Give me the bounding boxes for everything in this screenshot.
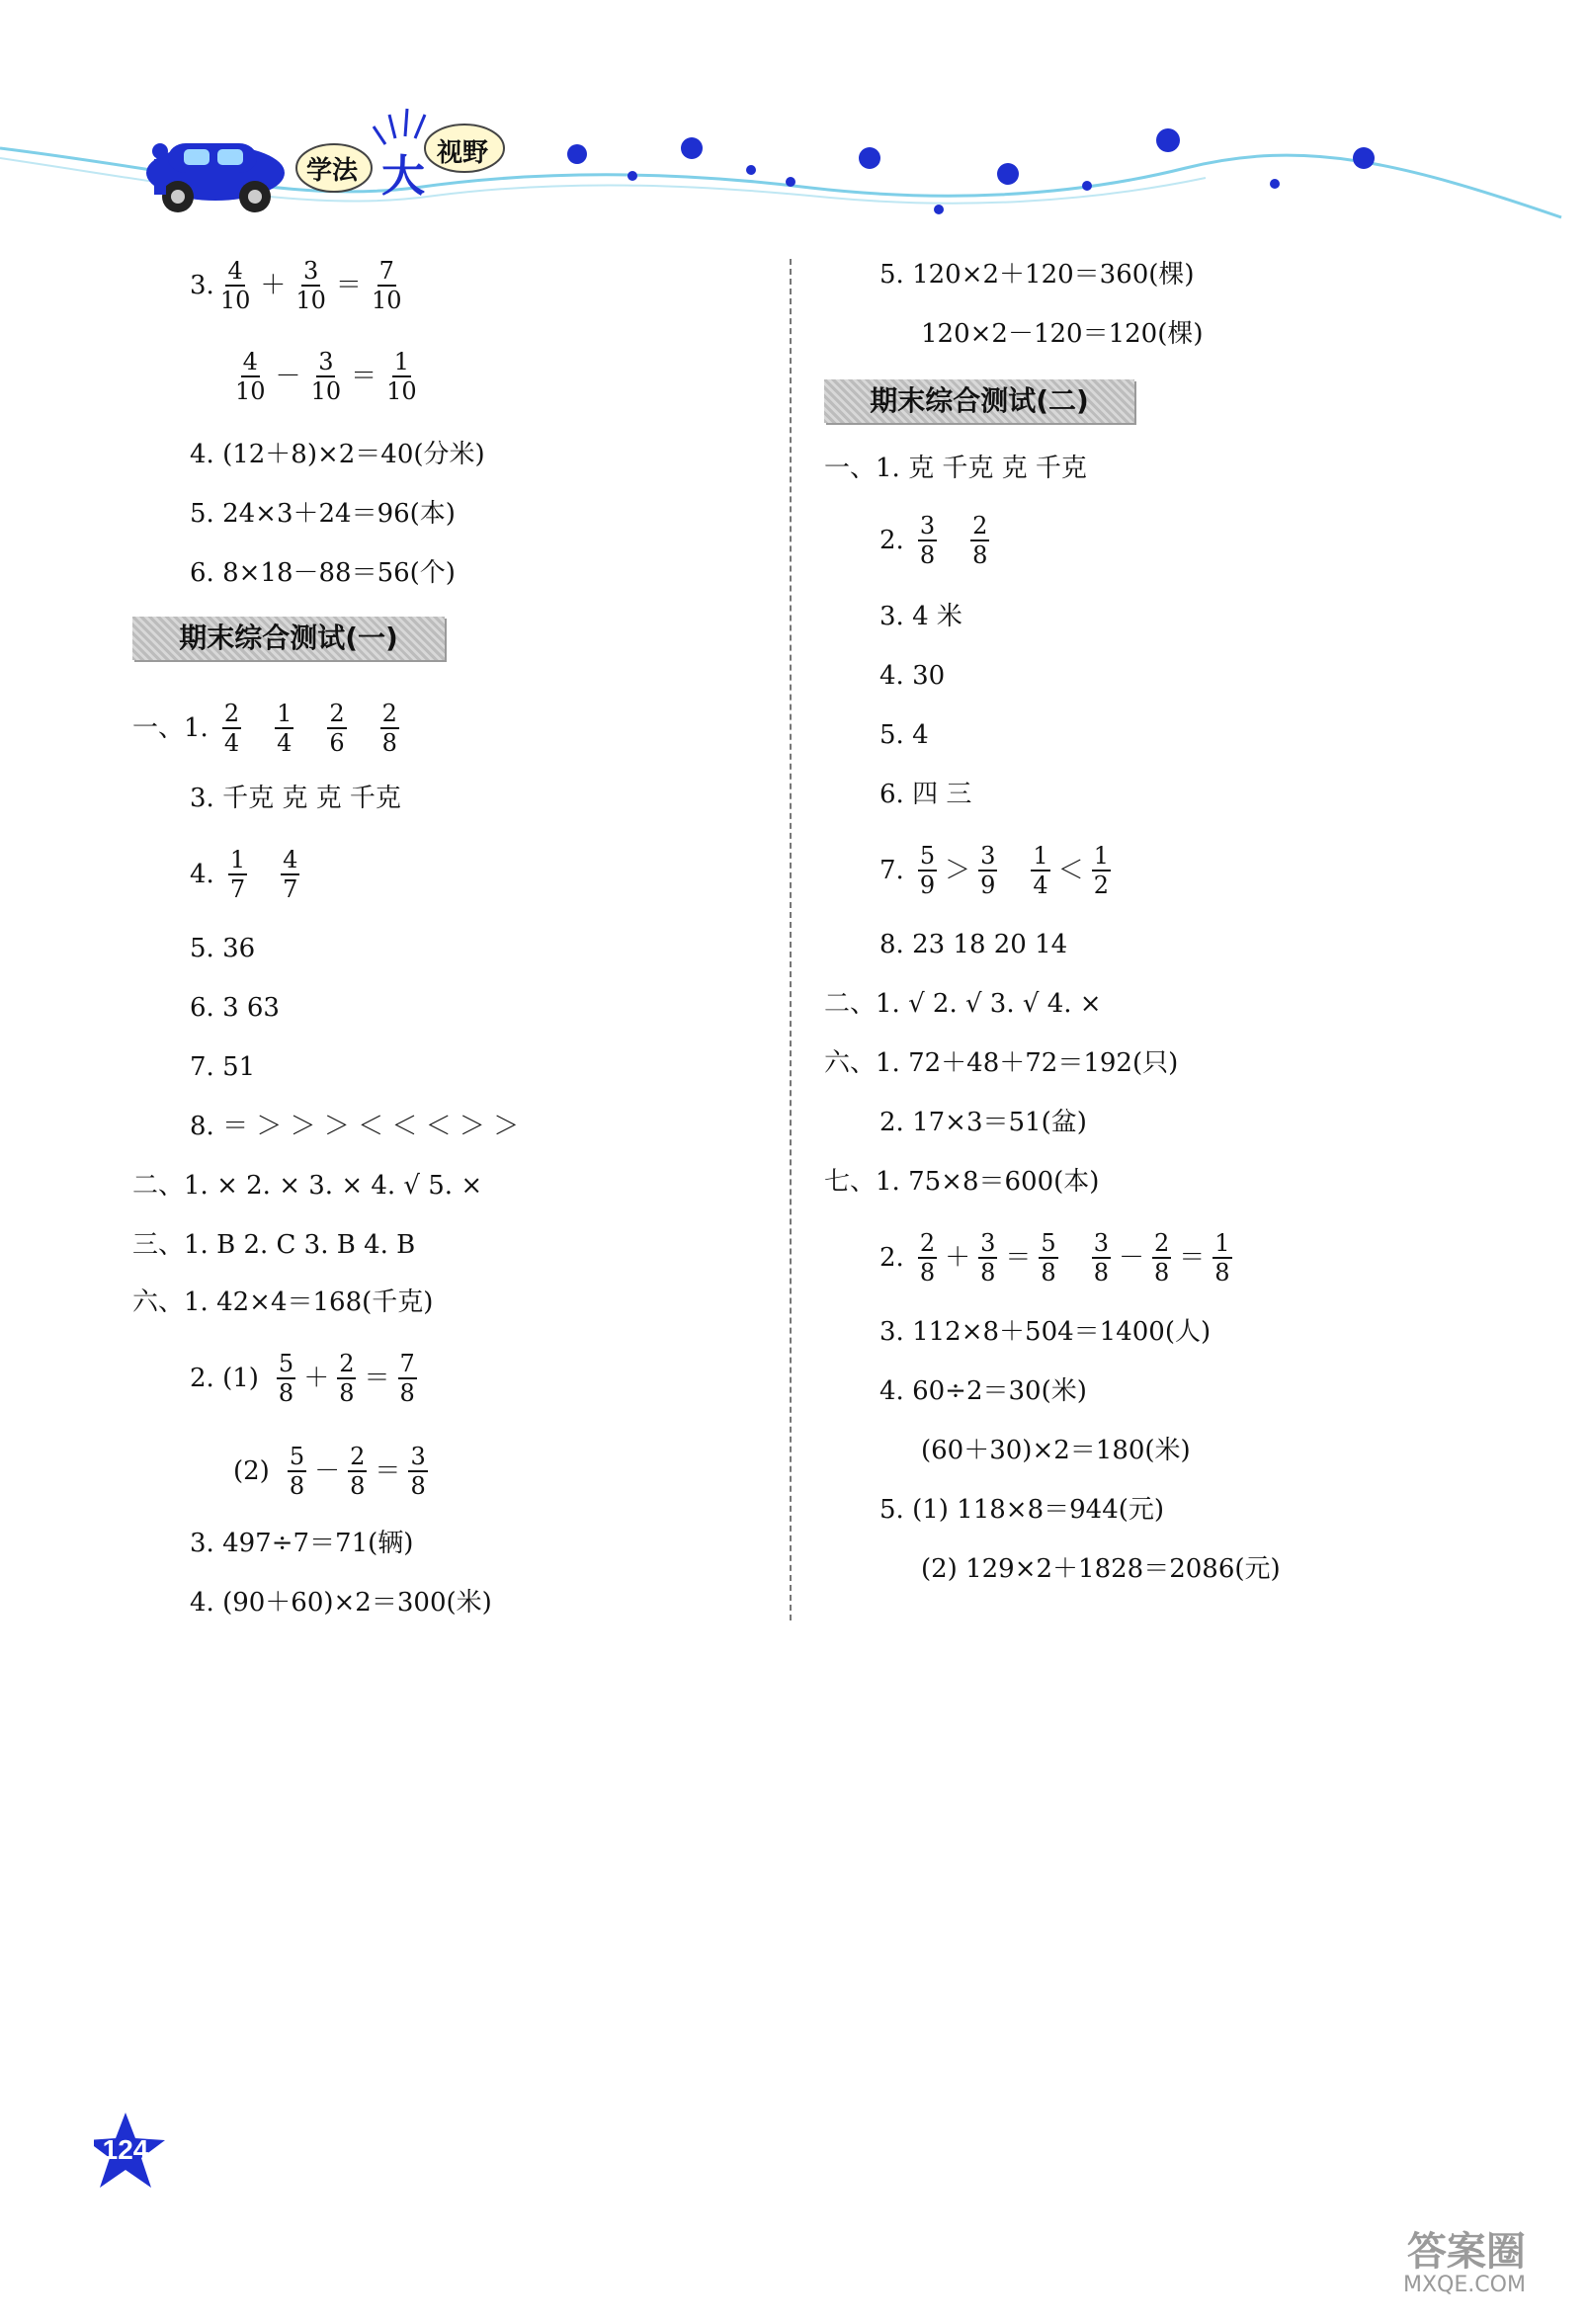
answer-line: 3. 497÷7＝71(辆): [190, 1529, 414, 1558]
answer-line: 6. 四 三: [879, 780, 972, 809]
section-title: 期末综合测试(一): [132, 617, 445, 660]
answer-line: (2) $\frac{5}{8}$ － $\frac{2}{8}$ ＝ $\frac{3}{8}$: [233, 1443, 426, 1500]
page-number: [94, 2113, 173, 2192]
header-wave: [0, 0, 1589, 237]
fraction: $\frac{4}{10}$: [219, 257, 251, 314]
answer-line: 二、1. √ 2. √ 3. √ 4. ×: [824, 989, 1102, 1019]
answer-line: 4. (12＋8)×2＝40(分米): [190, 440, 485, 469]
answer-line: 2. $\frac{3}{8}$ $\frac{2}{8}$: [879, 512, 988, 569]
answer-line: 二、1. × 2. × 3. × 4. √ 5. ×: [132, 1171, 483, 1201]
answer-line: 8. 23 18 20 14: [879, 930, 1068, 959]
answer-line: 三、1. B 2. C 3. B 4. B: [132, 1230, 416, 1260]
brand-left: 学法: [306, 156, 359, 186]
answer-line: 7. $\frac{5}{9}$ ＞ $\frac{3}{9}$ $\frac{1}{4}$ ＜ $\frac{1}{2}$: [879, 842, 1109, 899]
answer-line: 七、1. 75×8＝600(本): [824, 1167, 1100, 1197]
answer-line: 8. ＝ ＞ ＞ ＞ ＜ ＜ ＜ ＞ ＞: [190, 1112, 520, 1141]
answer-line: 3. 千克 克 克 千克: [190, 784, 401, 813]
brand-right: 视野: [437, 138, 489, 168]
car-icon: [146, 143, 285, 212]
answer-line: 5. 36: [190, 934, 256, 963]
answer-line: 5. (1) 118×8＝944(元): [879, 1495, 1165, 1525]
answer-line: 6. 8×18－88＝56(个): [190, 558, 456, 588]
answer-line: 7. 51: [190, 1052, 256, 1082]
star-icon: [567, 128, 1375, 214]
header-banner: [0, 0, 1589, 237]
fraction: $\frac{3}{10}$: [295, 257, 326, 314]
fraction: $\frac{4}{10}$: [235, 348, 266, 405]
answer-line: 5. 24×3＋24＝96(本): [190, 499, 456, 529]
answer-line: (60＋30)×2＝180(米): [921, 1436, 1191, 1465]
answer-line: 2. (1) $\frac{5}{8}$ ＋ $\frac{2}{8}$ ＝ $\frac{7}{8}$: [190, 1350, 415, 1407]
answer-line: 一、1. 克 千克 克 千克: [824, 454, 1087, 483]
page-number-text: 124: [102, 2134, 149, 2165]
answer-line: 3. 112×8＋504＝1400(人): [879, 1317, 1212, 1347]
answer-line: 4. 30: [879, 661, 946, 691]
answer-line: 六、1. 42×4＝168(千克): [132, 1287, 434, 1317]
column-divider: [790, 259, 792, 1620]
answer-line: 5. 120×2＋120＝360(棵): [879, 260, 1195, 290]
answer-line: 2. $\frac{2}{8}$ ＋ $\frac{3}{8}$ ＝ $\frac{5}{8}$ $\frac{3}{8}$ － $\frac{2}{8}$ ＝ $\frac{1}{8}$: [879, 1229, 1230, 1286]
watermark: 答案圈 MXQE.COM: [1403, 2229, 1526, 2297]
answer-line: 6. 3 63: [190, 993, 280, 1023]
answer-line: 5. 4: [879, 720, 929, 750]
section-title: 期末综合测试(二): [824, 379, 1134, 423]
answer-line: 3. $\frac{4}{10}$ ＋ $\frac{3}{10}$ ＝ $\frac{7}{10}$: [190, 257, 402, 314]
brand-big: 大: [381, 151, 425, 202]
fraction: $\frac{7}{10}$: [371, 257, 402, 314]
fraction: $\frac{1}{10}$: [386, 348, 417, 405]
answer-line: 六、1. 72＋48＋72＝192(只): [824, 1048, 1179, 1078]
sun-rays-icon: [374, 109, 425, 144]
answer-line: (2) 129×2＋1828＝2086(元): [921, 1554, 1281, 1584]
answer-line: $\frac{4}{10}$ － $\frac{3}{10}$ ＝ $\frac{1}{10}$: [235, 348, 417, 405]
answer-line: 4. $\frac{1}{7}$ $\frac{4}{7}$: [190, 846, 298, 903]
answer-line: 4. 60÷2＝30(米): [879, 1376, 1087, 1406]
answer-line: 3. 4 米: [879, 602, 962, 631]
answer-line: 2. 17×3＝51(盆): [879, 1108, 1087, 1137]
answer-line: 一、1. $\frac{2}{4}$ $\frac{1}{4}$ $\frac{2}{6}$ $\frac{2}{8}$: [132, 700, 397, 757]
answer-line: 4. (90＋60)×2＝300(米): [190, 1588, 492, 1618]
answer-line: 120×2－120＝120(棵): [921, 319, 1204, 349]
fraction: $\frac{3}{10}$: [310, 348, 342, 405]
